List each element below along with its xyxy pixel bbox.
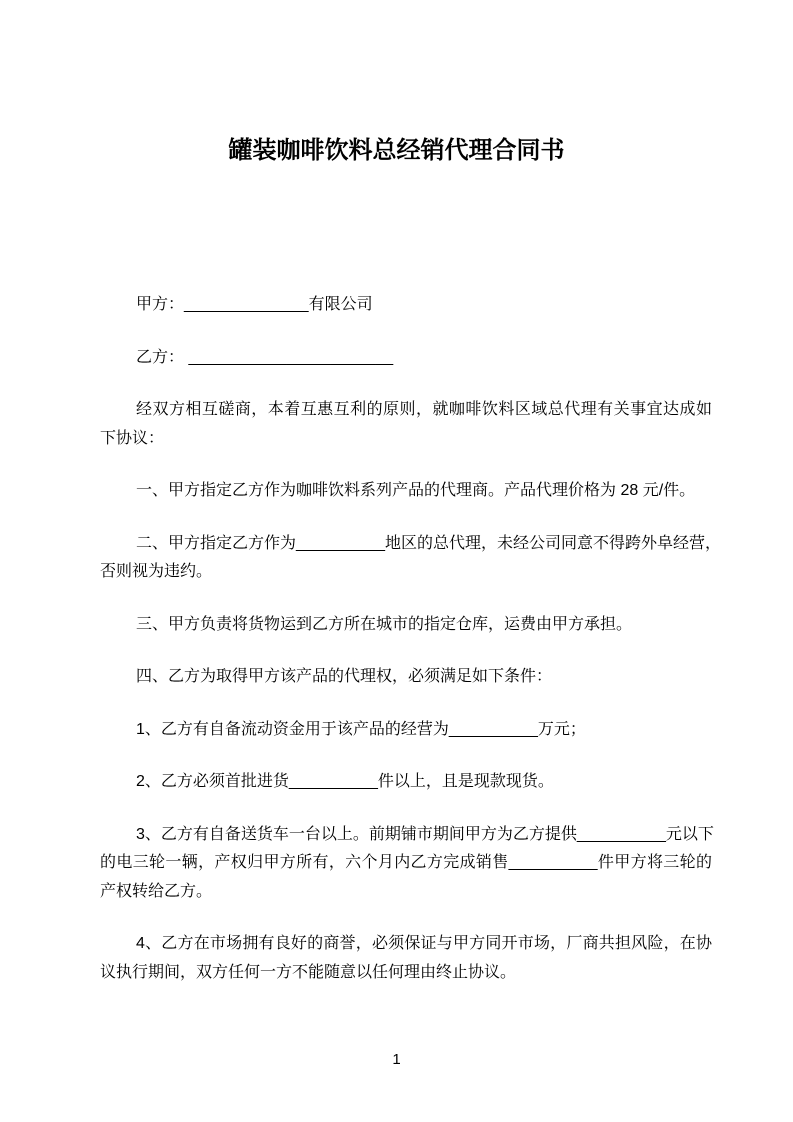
contract-paragraph-preamble [100,396,712,453]
paragraph-line: 的电三轮一辆，产权归甲方所有，六个月内乙方完成销售__________件甲方将三轮的 [100,854,712,871]
paragraph-line: 经双方相互磋商，本着互惠互利的原则，就咖啡饮料区域总代理有关事宜达成如 [136,401,712,418]
paragraph-line: 否则视为违约。 [100,563,213,580]
contract-paragraph-condition-2 [100,768,712,797]
contract-paragraph-party-a-line [100,291,712,320]
paragraph-line: 下协议： [100,429,165,447]
paragraph-line: 议执行期间，双方任何一方不能随意以任何理由终止协议。 [100,963,517,981]
contract-paragraph-clause-2 [100,530,721,587]
page-number: 1 [392,1051,401,1068]
contract-paragraph-clause-3 [100,611,712,640]
paragraph-line: 4、乙方在市场拥有良好的商誉，必须保证与甲方同开市场，厂商共担风险，在协 [136,935,712,952]
paragraph-line: 二、甲方指定乙方作为__________地区的总代理，未经公司同意不得跨外阜经营， [136,534,721,552]
paragraph-line: 3、乙方有自备送货车一台以上。前期铺市期间甲方为乙方提供__________元以下 [136,825,714,843]
paragraph-line: 乙方： _______________________ [136,348,394,366]
paragraph-line: 一、甲方指定乙方作为咖啡饮料系列产品的代理商。产品代理价格为 28 元/件。 [136,482,696,499]
paragraph-line: 三、甲方负责将货物运到乙方所在城市的指定仓库，运费由甲方承担。 [136,615,633,633]
contract-paragraph-condition-4 [100,930,712,987]
paragraph-line: 甲方：______________有限公司 [136,296,373,313]
contract-paragraph-clause-1 [100,477,712,506]
paragraph-line: 四、乙方为取得甲方该产品的代理权，必须满足如下条件： [136,668,553,685]
document-title: 罐装咖啡饮料总经销代理合同书 [228,137,565,164]
paragraph-line: 产权转给乙方。 [100,882,213,900]
contract-paragraph-party-b-line [100,344,712,373]
contract-paragraph-condition-3 [100,821,712,907]
paragraph-line: 2、乙方必须首批进货__________件以上，且是现款现货。 [136,773,554,790]
contract-paragraph-clause-4 [100,663,712,692]
paragraph-line: 1、乙方有自备流动资金用于该产品的经营为__________万元； [136,720,586,738]
document-body [100,291,721,987]
contract-paragraph-condition-1 [100,716,712,745]
